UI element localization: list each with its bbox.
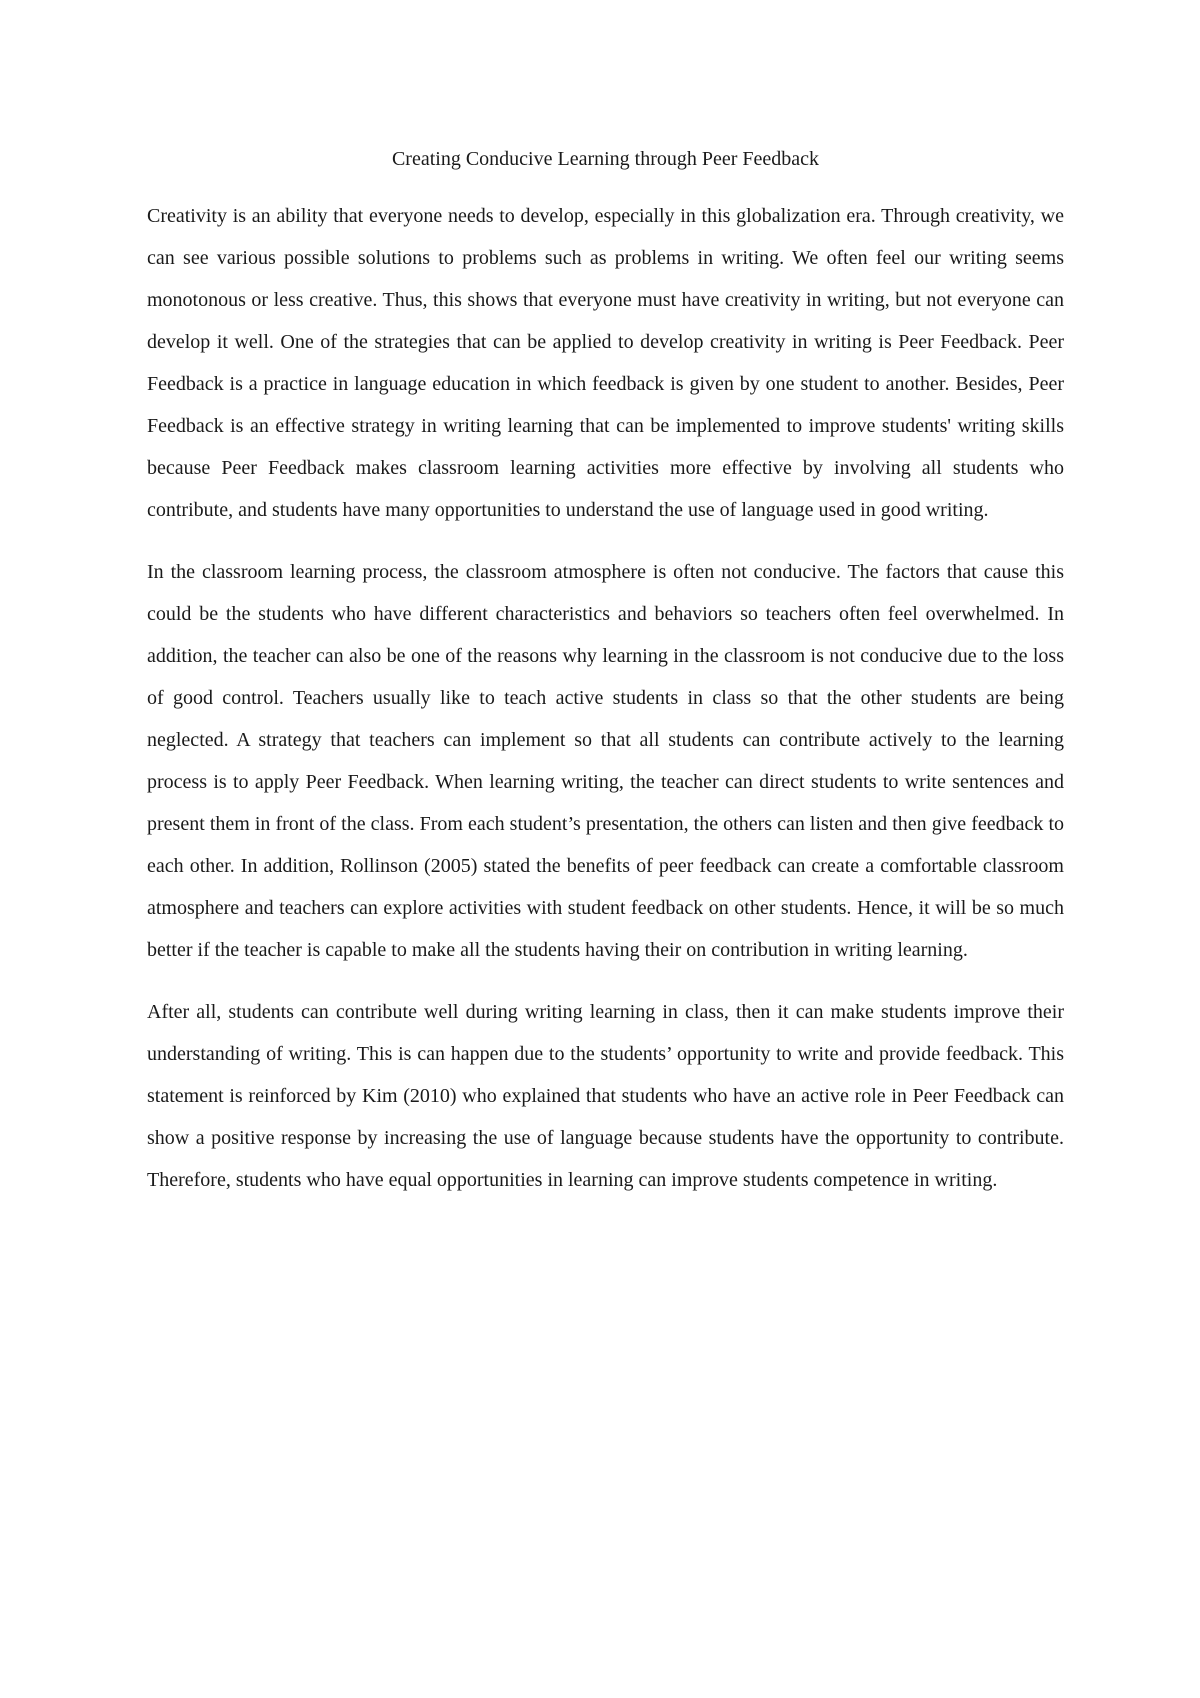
document-title: Creating Conducive Learning through Peer Feedback — [391, 148, 820, 170]
paragraph-3: After all, students can contribute well during writing learning in class, then it can make students improve their understanding of writing. This is can happen due to the students’ opportunity to write and provide feedback. This statement is reinforced by Kim (2010) who explained that students who have an active role in Peer Feedback can show a positive response by increasing the use of language because students have the opportunity to contribute. Therefore, students who have equal opportunities in learning can improve students competence in writing. — [147, 1001, 1064, 1191]
paragraph-1: Creativity is an ability that everyone needs to develop, especially in this globalization era. Through creativity, we can see various possible solutions to problems such as problems in writing. We often feel our writing seems monotonous or less creative. Thus, this shows that everyone must have creativity in writing, but not everyone can develop it well. One of the strategies that can be applied to develop creativity in writing is Peer Feedback. Peer Feedback is a practice in language education in which feedback is given by one student to another. Besides, Peer Feedback is an effective strategy in writing learning that can be implemented to improve students' writing skills because Peer Feedback makes classroom learning activities more effective by involving all students who contribute, and students have many opportunities to understand the use of language used in good writing. — [147, 205, 1064, 521]
document-body — [147, 142, 1064, 1221]
paragraph-2: In the classroom learning process, the classroom atmosphere is often not conducive. The factors that cause this could be the students who have different characteristics and behaviors so teachers often feel overwhelmed. In addition, the teacher can also be one of the reasons why learning in the classroom is not conducive due to the loss of good control. Teachers usually like to teach active students in class so that the other students are being neglected. A strategy that teachers can implement so that all students can contribute actively to the learning process is to apply Peer Feedback. When learning writing, the teacher can direct students to write sentences and present them in front of the class. From each student’s presentation, the others can listen and then give feedback to each other. In addition, Rollinson (2005) stated the benefits of peer feedback can create a comfortable classroom atmosphere and teachers can explore activities with student feedback on other students. Hence, it will be so much better if the teacher is capable to make all the students having their on contribution in writing learning. — [147, 561, 1064, 961]
